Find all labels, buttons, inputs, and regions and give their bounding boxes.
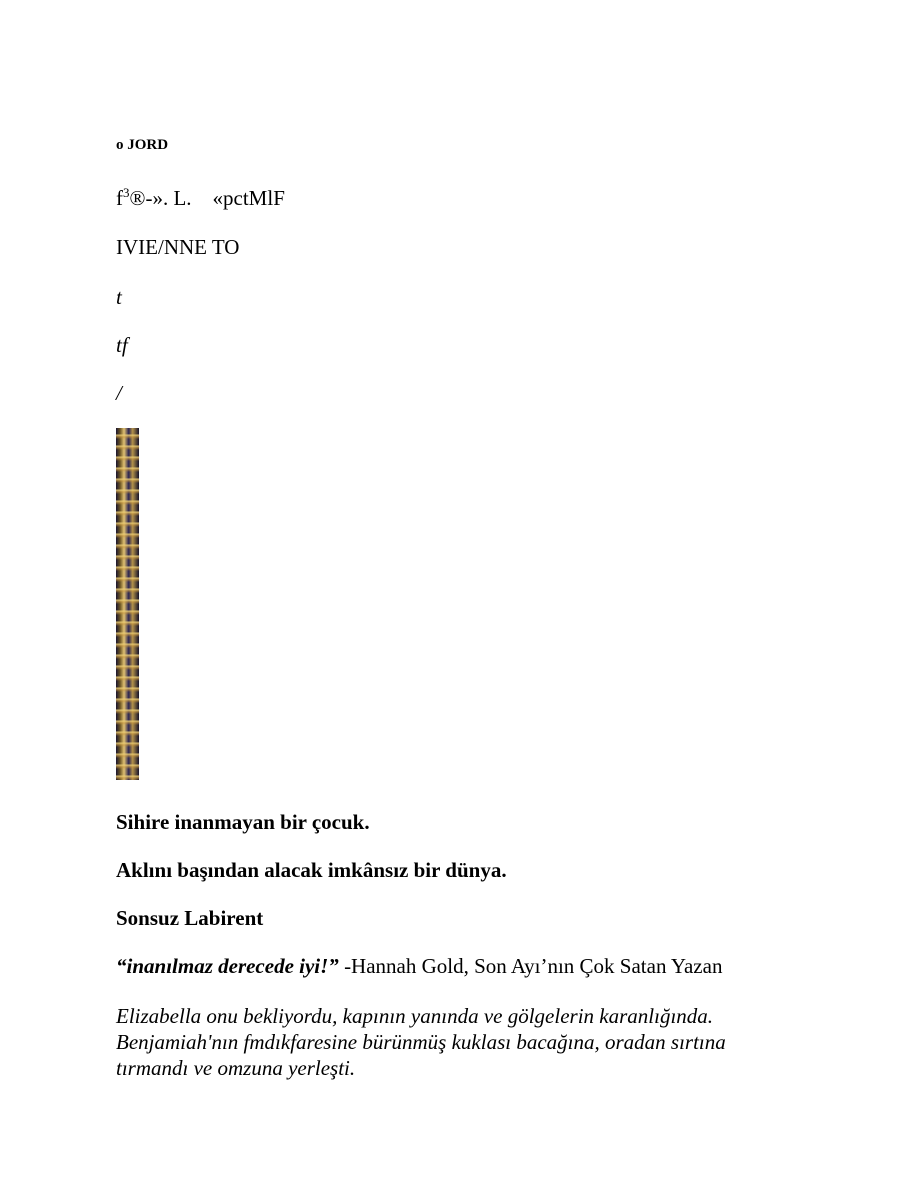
tagline-2: Aklını başından alacak imkânsız bir dünya.	[116, 858, 507, 882]
garbled-line-5: /	[116, 381, 122, 405]
book-spine-image	[116, 428, 139, 780]
book-title: Sonsuz Labirent	[116, 906, 264, 930]
review-quote	[116, 954, 722, 979]
garbled-line-1	[116, 185, 285, 211]
garbled-line-4: tf	[116, 333, 128, 357]
review-attribution: -Hannah Gold, Son Ayı’nın Çok Satan Yazan	[338, 954, 723, 978]
garbled-line-1-rest: ®-». L. «pctMlF	[129, 186, 285, 210]
garbled-line-3: t	[116, 285, 122, 309]
review-quote-text: “inanılmaz derecede iyi!”	[116, 954, 339, 978]
garbled-line-1-start: f	[116, 186, 123, 210]
garbled-line-2: IVIE/NNE TO	[116, 235, 240, 259]
small-heading: o JORD	[116, 137, 169, 153]
tagline-1: Sihire inanmayan bir çocuk.	[116, 810, 370, 834]
excerpt-paragraph: Elizabella onu bekliyordu, kapının yanında ve gölgelerin karanlığında. Benjamiah'nın fmdıkfaresine bürünmüş kuklası bacağına, oradan sırtına tırmandı ve omzuna yerleşti.	[116, 1004, 726, 1080]
garbled-superscript: 3	[123, 185, 130, 200]
